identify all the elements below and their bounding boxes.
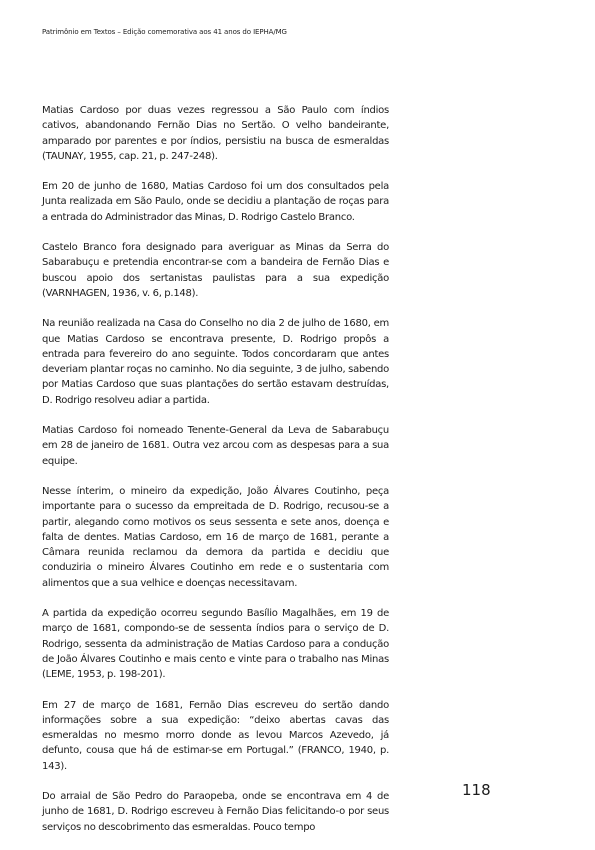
- paragraph-junta-1680: Em 20 de junho de 1680, Matias Cardoso foi um dos consultados pela Junta realizada em São Paulo, onde se decidiu a plantação de roças para a entrada do Administrador das Minas, D. Rodrigo Castelo Branco.: [42, 181, 389, 223]
- paragraph-taunay: Matias Cardoso por duas vezes regressou a São Paulo com índios cativos, abandonando Fernão Dias no Sertão. O velho bandeirante, amparado por parentes e por índios, persistiu na busca de esmeraldas (TAUNAY, 1955, cap. 21, p. 247-248).: [42, 105, 389, 162]
- paragraph-paraopeba: Do arraial de São Pedro do Paraopeba, onde se encontrava em 4 de junho de 1681, D. Rodrigo escreveu à Fernão Dias felicitando-o por seus serviços no descobrimento das esmeraldas. Pouco tempo: [42, 790, 389, 833]
- paragraph-casa-do-conselho: Na reunião realizada na Casa do Conselho no dia 2 de julho de 1680, em que Matias Cardoso se encontrava presente, D. Rodrigo propôs a entrada para fevereiro do ano seguinte. Todos concordaram que antes deveriam plantar roças no caminho. No dia seguinte, 3 de julho, sabendo por Matias Cardoso que suas plantações do sertão estavam destruídas, D. Rodrigo resolveu adiar a partida.: [42, 318, 389, 406]
- page-number: 118: [462, 781, 491, 799]
- running-header: Patrimônio em Textos – Edição comemorativa aos 41 anos do IEPHA/MG: [42, 28, 287, 36]
- body-text: [42, 103, 389, 850]
- paragraph-castelo-branco: Castelo Branco fora designado para averiguar as Minas da Serra do Sabarabuçu e pretendia encontrar-se com a bandeira de Fernão Dias e buscou apoio dos sertanistas paulistas para a sua expedição (VARNHAGEN, 1936, v. 6, p.148).: [42, 242, 389, 299]
- paragraph-fernao-dias-carta: Em 27 de março de 1681, Fernão Dias escreveu do sertão dando informações sobre a sua expedição: “deixo abertas cavas das esmeraldas no mesmo morro donde as levou Marcos Azevedo, já defunto, cousa que há de estimar-se em Portugal.” (FRANCO, 1940, p. 143).: [42, 699, 389, 772]
- paragraph-tenente-general: Matias Cardoso foi nomeado Tenente-General da Leva de Sabarabuçu em 28 de janeiro de 1681. Outra vez arcou com as despesas para a sua equipe.: [42, 425, 389, 467]
- paragraph-partida: A partida da expedição ocorreu segundo Basílio Magalhães, em 19 de março de 1681, compondo-se de sessenta índios para o serviço de D. Rodrigo, sessenta da administração de Matias Cardoso para a condução de João Álvares Coutinho e mais cento e vinte para o trabalho nas Minas (LEME, 1953, p. 198-201).: [42, 608, 389, 681]
- paragraph-joao-alvares: Nesse ínterim, o mineiro da expedição, João Álvares Coutinho, peça importante para o sucesso da empreitada de D. Rodrigo, recusou-se a partir, alegando como motivos os seus sessenta e sete anos, doença e falta de dentes. Matias Cardoso, em 16 de março de 1681, perante a Câmara reunida reclamou da demora da partida e decidiu que conduziria o mineiro Álvares Coutinho em rede e o sustentaria com alimentos que a sua velhice e doenças necessitavam.: [42, 485, 389, 589]
